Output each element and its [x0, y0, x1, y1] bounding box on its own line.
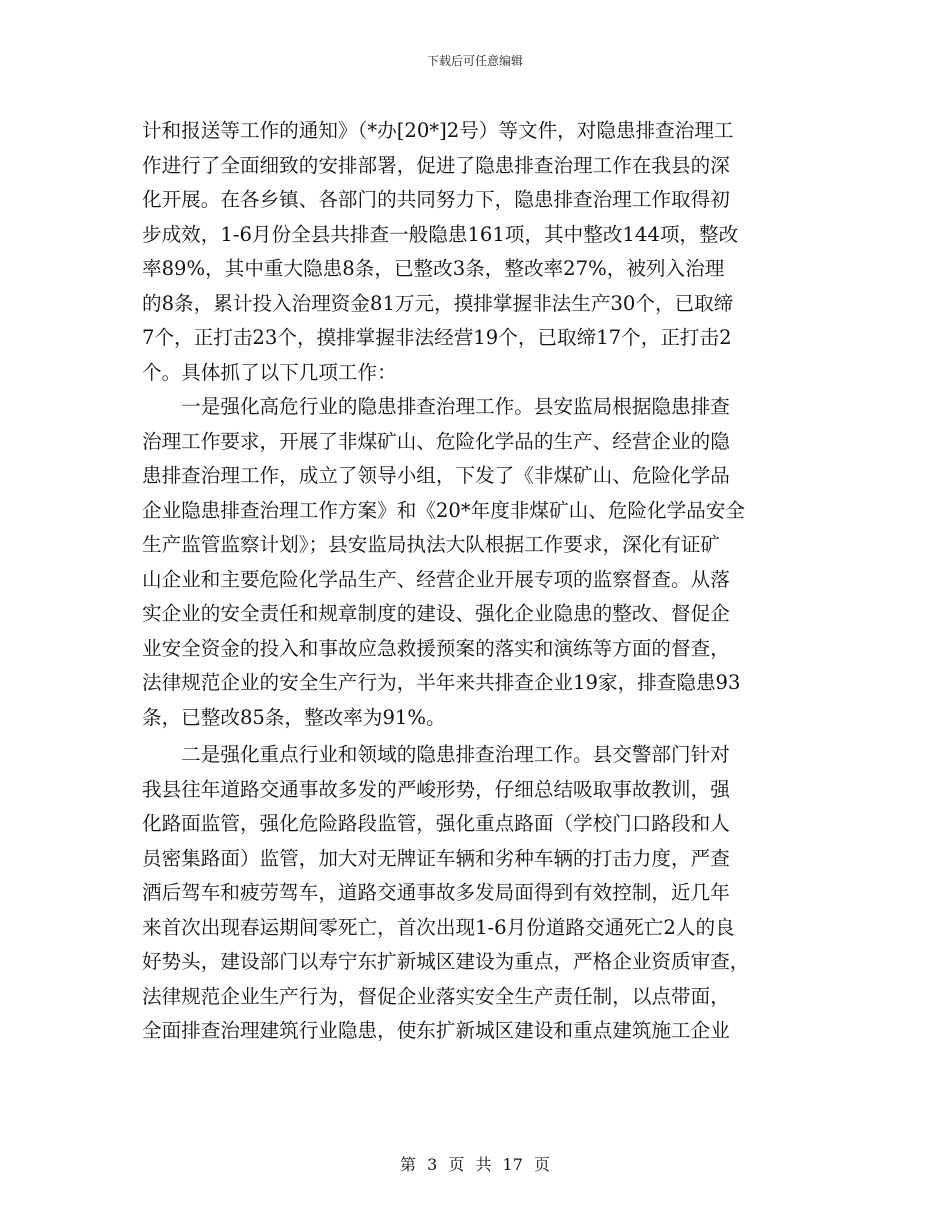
body-line: 实企业的安全责任和规章制度的建设、强化企业隐患的整改、督促企 — [142, 602, 730, 625]
body-line: 生产监管监察计划》；县安监局执法大队根据工作要求，深化有证矿 — [142, 533, 721, 556]
body-line: 山企业和主要危险化学品生产、经营企业开展专项的监察督查。从落 — [142, 567, 730, 591]
body-line: 的8条，累计投入治理资金81万元，摸排掌握非法生产30个，已取缔 — [142, 291, 734, 315]
body-line: 化路面监管，强化危险路段监管，强化重点路面（学校门口路段和人 — [142, 812, 730, 835]
body-line: 员密集路面）监管，加大对无牌证车辆和劣种车辆的打击力度，严查 — [142, 846, 730, 870]
paragraph-start-line: 一是强化高危行业的隐患排查治理工作。县安监局根据隐患排查 — [142, 395, 730, 418]
body-line: 7个，正打击23个，摸排掌握非法经营19个，已取缔17个，正打击2 — [142, 326, 732, 349]
body-line: 化开展。在各乡镇、各部门的共同努力下，隐患排查治理工作取得初 — [142, 188, 730, 211]
body-line: 步成效，1-6月份全县共排查一般隐患161项，其中整改144项，整改 — [142, 222, 739, 246]
body-line: 患排查治理工作，成立了领导小组，下发了《非煤矿山、危险化学品 — [142, 464, 730, 487]
body-line: 作进行了全面细致的安排部署，促进了隐患排查治理工作在我县的深 — [142, 153, 730, 177]
body-line: 法律规范企业生产行为，督促企业落实安全生产责任制，以点带面， — [142, 984, 730, 1008]
body-line: 我县往年道路交通事故多发的严峻形势，仔细总结吸取事故教训，强 — [142, 777, 730, 801]
page-number-footer: 第 3 页 共 17 页 — [400, 1155, 550, 1174]
body-line: 条，已整改85条，整改率为91%。 — [142, 705, 446, 729]
body-line: 治理工作要求，开展了非煤矿山、危险化学品的生产、经营企业的隐 — [142, 429, 730, 453]
body-line: 个。具体抓了以下几项工作： — [142, 360, 397, 384]
body-line: 全面排查治理建筑行业隐患，使东扩新城区建设和重点建筑施工企业 — [142, 1019, 730, 1042]
body-line: 好势头，建设部门以寿宁东扩新城区建设为重点，严格企业资质审查， — [142, 950, 750, 973]
body-line: 计和报送等工作的通知》（*办[20*]2号）等文件，对隐患排查治理工 — [142, 119, 734, 142]
document-body — [142, 114, 814, 1049]
page-header: 下载后可任意编辑 — [426, 54, 523, 68]
body-line: 酒后驾车和疲劳驾车，道路交通事故多发局面得到有效控制，近几年 — [142, 881, 730, 904]
body-line: 法律规范企业的安全生产行为，半年来共排查企业19家，排查隐患93 — [142, 671, 741, 694]
body-line: 来首次出现春运期间零死亡，首次出现1-6月份道路交通死亡2人的良 — [142, 915, 735, 939]
paragraph-start-line: 二是强化重点行业和领域的隐患排查治理工作。县交警部门针对 — [142, 743, 730, 766]
body-line: 率89%，其中重大隐患8条，已整改3条，整改率27%，被列入治理 — [142, 257, 725, 280]
body-line: 企业隐患排查治理工作方案》和《20*年度非煤矿山、危险化学品安全 — [142, 498, 745, 522]
body-line: 业安全资金的投入和事故应急救援预案的落实和演练等方面的督查， — [142, 636, 730, 660]
